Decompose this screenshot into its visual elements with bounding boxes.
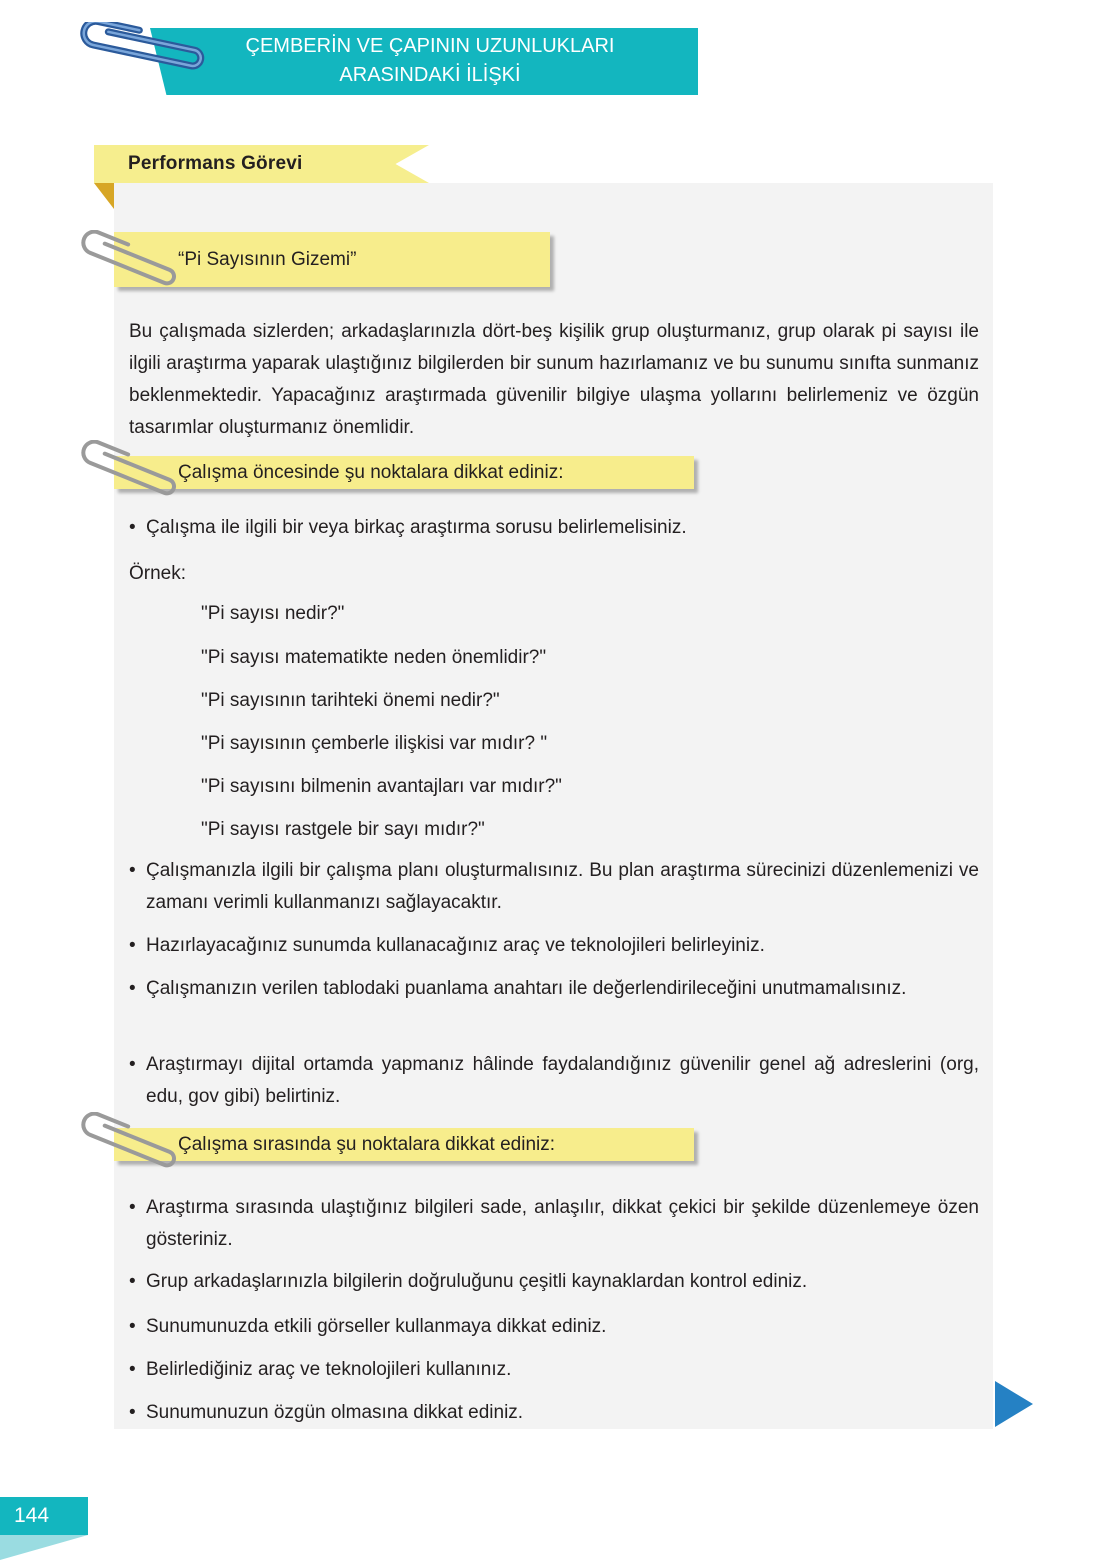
list-item: • Araştırmayı dijital ortamda yapmanız hâlinde faydalandığınız güvenilir genel ağ adreslerini (org, edu, gov gibi) belirtiniz. <box>129 1054 979 1107</box>
list-item-text: Araştırma sırasında ulaştığınız bilgileri sade, anlaşılır, dikkat çekici bir şekilde düzenlemeye özen gösteriniz. <box>146 1197 979 1250</box>
list-item: • Araştırma sırasında ulaştığınız bilgileri sade, anlaşılır, dikkat çekici bir şekilde düzenlemeye özen gösteriniz. <box>129 1197 979 1250</box>
example-question: "Pi sayısı matematikte neden önemlidir?" <box>201 647 547 668</box>
list-item-text: Hazırlayacağınız sunumda kullanacağınız araç ve teknolojileri belirleyiniz. <box>146 935 765 956</box>
before-heading-label <box>114 456 694 489</box>
paperclip-icon <box>74 440 184 502</box>
before-heading: Çalışma öncesinde şu noktalara dikkat ediniz: <box>178 462 564 483</box>
list-item-text: Grup arkadaşlarınızla bilgilerin doğruluğunu çeşitli kaynaklardan kontrol ediniz. <box>146 1271 808 1292</box>
page-number-stripe <box>0 1535 88 1560</box>
list-item: • Çalışmanızla ilgili bir çalışma planı oluşturmalısınız. Bu plan araştırma sürecinizi düzenlemenizi ve zamanı verimli kullanmanızı sağlayacaktır. <box>129 860 979 913</box>
list-item-text: Belirlediğiniz araç ve teknolojileri kullanınız. <box>146 1359 512 1380</box>
example-question: "Pi sayısı nedir?" <box>201 603 345 624</box>
task-title: “Pi Sayısının Gizemi” <box>178 249 357 270</box>
list-item-text: Çalışmanızın verilen tablodaki puanlama anahtarı ile değerlendirileceğini unutmamalısınız. <box>146 978 907 999</box>
list-item-text: Çalışma ile ilgili bir veya birkaç araştırma sorusu belirlemelisiniz. <box>146 517 687 538</box>
chapter-title-line1: ÇEMBERİN VE ÇAPININ UZUNLUKLARI <box>245 35 615 57</box>
section-tab-fold <box>94 183 114 209</box>
list-item: • Belirlediğiniz araç ve teknolojileri kullanınız. <box>129 1359 512 1380</box>
list-item: • Sunumunuzun özgün olmasına dikkat ediniz. <box>129 1402 524 1423</box>
list-item: • Çalışma ile ilgili bir veya birkaç araştırma sorusu belirlemelisiniz. <box>129 517 687 538</box>
paperclip-icon <box>76 22 226 92</box>
next-page-arrow-icon[interactable] <box>995 1381 1033 1427</box>
example-question: "Pi sayısı rastgele bir sayı mıdır?" <box>201 819 485 840</box>
chapter-title-line2: ARASINDAKİ İLİŞKİ <box>339 64 521 86</box>
paperclip-icon <box>74 230 184 292</box>
list-item-text: Sunumunuzun özgün olmasına dikkat ediniz. <box>146 1402 524 1423</box>
during-heading: Çalışma sırasında şu noktalara dikkat ediniz: <box>178 1134 556 1155</box>
during-heading-label <box>114 1128 694 1161</box>
list-item: • Çalışmanızın verilen tablodaki puanlama anahtarı ile değerlendirileceğini unutmamalısınız. <box>129 978 907 999</box>
example-question: "Pi sayısının çemberle ilişkisi var mıdır? " <box>201 733 548 754</box>
list-item: • Sunumunuzda etkili görseller kullanmaya dikkat ediniz. <box>129 1316 607 1337</box>
list-item: • Hazırlayacağınız sunumda kullanacağınız araç ve teknolojileri belirleyiniz. <box>129 935 765 956</box>
list-item-text: Çalışmanızla ilgili bir çalışma planı oluşturmalısınız. Bu plan araştırma sürecinizi düzenlemenizi ve zamanı verimli kullanmanızı sağlayacaktır. <box>146 860 979 913</box>
paperclip-icon <box>74 1112 184 1174</box>
chapter-title <box>190 32 670 90</box>
list-item-text: Sunumunuzda etkili görseller kullanmaya dikkat ediniz. <box>146 1316 607 1337</box>
list-item-text: Araştırmayı dijital ortamda yapmanız hâlinde faydalandığınız güvenilir genel ağ adreslerini (org, edu, gov gibi) belirtiniz. <box>146 1054 979 1107</box>
example-question: "Pi sayısının tarihteki önemi nedir?" <box>201 690 500 711</box>
task-intro: Bu çalışmada sizlerden; arkadaşlarınızla dört-beş kişilik grup oluşturmanız, grup olarak pi sayısı ile ilgili araştırma yaparak ulaştığınız bilgilerden bir sunum hazırlamanız ve bu sunumu sınıfta sunmanız beklenmektedir. Yapacağınız araştırmada güvenilir bilgiye ulaşma yollarını belirlemeniz ve özgün tasarımlar oluşturmanız önemlidir. <box>129 321 979 438</box>
page-number: 144 <box>0 1497 88 1535</box>
example-question: "Pi sayısını bilmenin avantajları var mıdır?" <box>201 776 562 797</box>
list-item: • Grup arkadaşlarınızla bilgilerin doğruluğunu çeşitli kaynaklardan kontrol ediniz. <box>129 1271 808 1292</box>
section-title: Performans Görevi <box>128 153 303 174</box>
example-label: Örnek: <box>129 563 187 584</box>
